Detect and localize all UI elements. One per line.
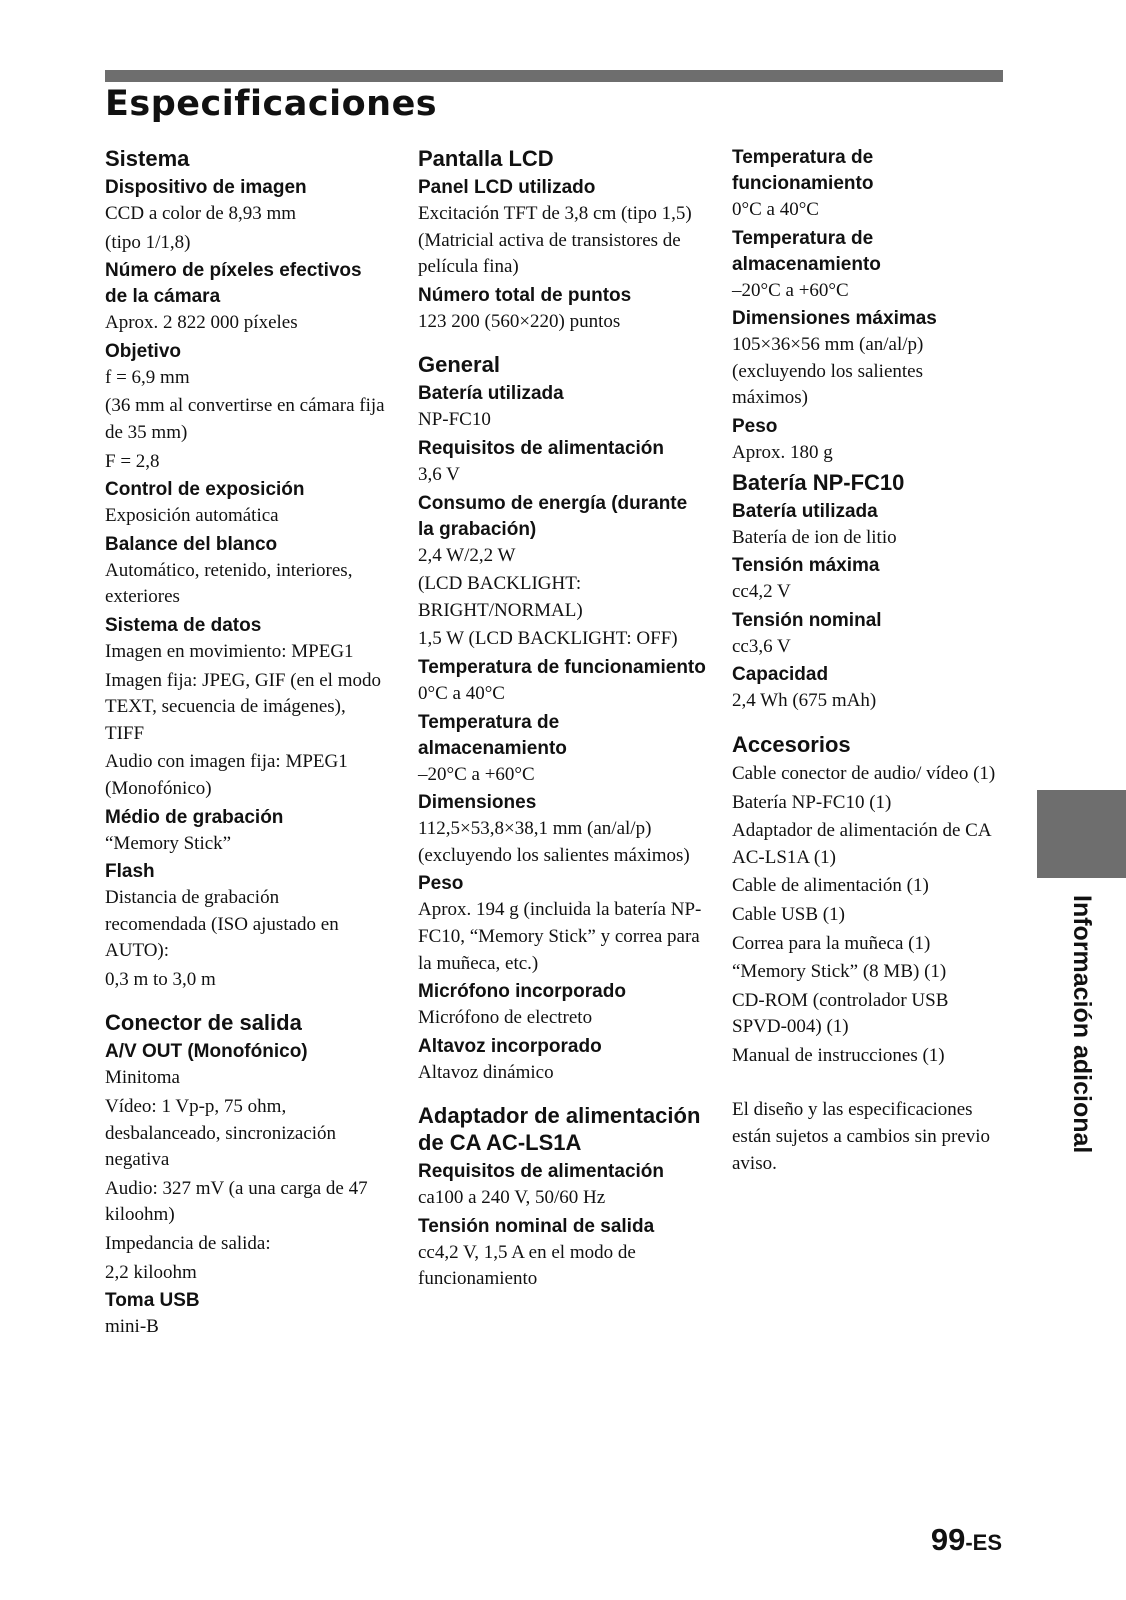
section-title-conector: Conector de salida [105,1010,302,1036]
spec-value: 105×36×56 mm (an/al/p) (excluyendo los salientes máximos) [732,334,924,409]
spec-label: Consumo de energía (durante la grabación) [418,492,688,540]
section-title-general: General [418,352,500,378]
spec-value: Audio: 327 mV (a una carga de 47 kiloohm) [105,1177,368,1226]
spec-value: Aprox. 180 g [732,441,833,463]
spec-value: 123 200 (560×220) puntos [418,310,621,332]
column-3 [732,145,1002,1179]
spec-value: –20°C a +60°C [418,763,535,785]
spec-value: 1,5 W (LCD BACKLIGHT: OFF) [418,628,678,650]
spec-value: Batería de ion de litio [732,526,897,548]
spec-value: –20°C a +60°C [732,279,849,301]
page-title: Especificaciones [105,84,438,124]
spec-value: Vídeo: 1 Vp-p, 75 ohm, desbalanceado, sincronización negativa [105,1096,337,1171]
spec-value: Distancia de grabación recomendada (ISO ajustado en AUTO): [105,887,339,962]
spec-value: 112,5×53,8×38,1 mm (an/al/p) (excluyendo los salientes máximos) [418,818,690,866]
spec-value: Aprox. 2 822 000 píxeles [105,312,298,334]
spec-value: Imagen fija: JPEG, GIF (en el modo TEXT, secuencia de imágenes), TIFF [105,669,381,744]
spec-value: mini-B [105,1316,159,1338]
spec-label: Número total de puntos [418,284,632,306]
spec-value: (LCD BACKLIGHT: BRIGHT/NORMAL) [418,573,583,621]
section-title-pantalla-lcd: Pantalla LCD [418,146,554,171]
spec-label: Tensión nominal [732,609,882,631]
spec-label: Toma USB [105,1290,200,1312]
spec-value: Aprox. 194 g (incluida la batería NP-FC10, “Memory Stick” y correa para la muñeca, etc.) [418,899,702,974]
spec-label: Micrófono incorporado [418,981,626,1003]
spec-label: Temperatura de almacenamiento [732,227,881,275]
spec-label: Dispositivo de imagen [105,177,307,198]
spec-label: Dimensiones [418,792,537,814]
accessory-item: Adaptador de alimentación de CA AC-LS1A (1) [732,820,991,868]
spec-label: Temperatura de funcionamiento [418,656,706,678]
section-title-sistema: Sistema [105,146,190,171]
spec-value: 2,2 kiloohm [105,1261,197,1283]
spec-value: Excitación TFT de 3,8 cm (tipo 1,5) (Matricial activa de transistores de película fina) [418,203,692,278]
spec-value: Audio con imagen fija: MPEG1 (Monofónico) [105,751,348,799]
side-tab-marker [1037,790,1126,878]
accessory-item: Cable USB (1) [732,903,845,925]
spec-label: Tensión máxima [732,555,880,577]
spec-value: ca100 a 240 V, 50/60 Hz [418,1187,606,1209]
spacer [732,1071,1002,1097]
spec-label: Objetivo [105,340,182,362]
spec-label: Médio de grabación [105,806,284,828]
spec-value: 0°C a 40°C [418,682,505,704]
spec-value: (36 mm al convertirse en cámara fija de 35 mm) [105,395,385,443]
spec-value: 2,4 Wh (675 mAh) [732,690,877,712]
spec-value: NP-FC10 [418,409,491,431]
side-tab-label: Información adicional [1068,895,1096,1154]
spec-value: Automático, retenido, interiores, exteriores [105,559,353,608]
spec-value: 0,3 m to 3,0 m [105,968,216,990]
spec-label: Requisitos de alimentación [418,437,664,459]
spec-label: Temperatura de funcionamiento [732,147,874,194]
spec-label: Altavoz incorporado [418,1035,602,1057]
page-number-value: 99 [930,1522,966,1557]
spec-value: cc4,2 V [732,581,791,603]
spec-value: Altavoz dinámico [418,1061,554,1083]
spec-value: f = 6,9 mm [105,366,190,388]
spec-label: Batería utilizada [418,383,564,405]
spec-label: A/V OUT (Monofónico) [105,1041,308,1063]
column-2 [418,145,706,1295]
spec-value: 0°C a 40°C [732,199,819,220]
spec-value: 2,4 W/2,2 W [418,544,516,566]
accessory-item: Cable conector de audio/ vídeo (1) [732,762,996,784]
spec-value: cc4,2 V, 1,5 A en el modo de funcionamiento [418,1241,636,1290]
spec-value: Exposición automática [105,505,279,527]
accessory-item: “Memory Stick” (8 MB) (1) [732,961,947,983]
accessory-item: Batería NP-FC10 (1) [732,791,892,813]
spec-label: Dimensiones máximas [732,308,937,330]
spec-label: Control de exposición [105,479,305,501]
spec-value: “Memory Stick” [105,832,232,854]
page-number-suffix: -ES [965,1530,1002,1555]
notice-text: El diseño y las especificaciones están sujetos a cambios sin previo aviso. [732,1099,991,1174]
spec-label: Balance del blanco [105,533,278,555]
spec-label: Batería utilizada [732,500,878,522]
spec-label: Temperatura de almacenamiento [418,711,567,759]
spec-value: cc3,6 V [732,635,791,657]
accessory-item: Correa para la muñeca (1) [732,932,931,954]
spec-label: Sistema de datos [105,614,262,636]
section-title-bateria: Batería NP-FC10 [732,469,905,495]
spec-label: Tensión nominal de salida [418,1215,655,1237]
accessory-item: CD-ROM (controlador USB SPVD-004) (1) [732,989,949,1038]
spec-value: Imagen en movimiento: MPEG1 [105,640,354,662]
section-title-adaptador: Adaptador de alimentación de CA AC-LS1A [418,1103,701,1156]
spec-value: (tipo 1/1,8) [105,231,191,253]
spec-value: F = 2,8 [105,450,160,472]
page-number [931,1522,1002,1558]
spec-label: Capacidad [732,664,829,686]
spec-label: Requisitos de alimentación [418,1161,664,1183]
spec-value: Impedancia de salida: [105,1233,271,1255]
spec-value: CCD a color de 8,93 mm [105,203,297,224]
spec-value: Minitoma [105,1067,180,1089]
column-1 [105,145,385,1343]
spec-label: Peso [418,873,464,895]
spec-label: Flash [105,861,155,883]
accessory-item: Manual de instrucciones (1) [732,1044,945,1066]
spec-label: Panel LCD utilizado [418,177,596,198]
spec-value: Micrófono de electreto [418,1007,593,1029]
section-title-accesorios: Accesorios [732,731,851,757]
spec-value: 3,6 V [418,463,460,485]
spec-label: Número de píxeles efectivos de la cámara [105,260,362,308]
spec-label: Peso [732,415,778,437]
accessory-item: Cable de alimentación (1) [732,875,929,897]
